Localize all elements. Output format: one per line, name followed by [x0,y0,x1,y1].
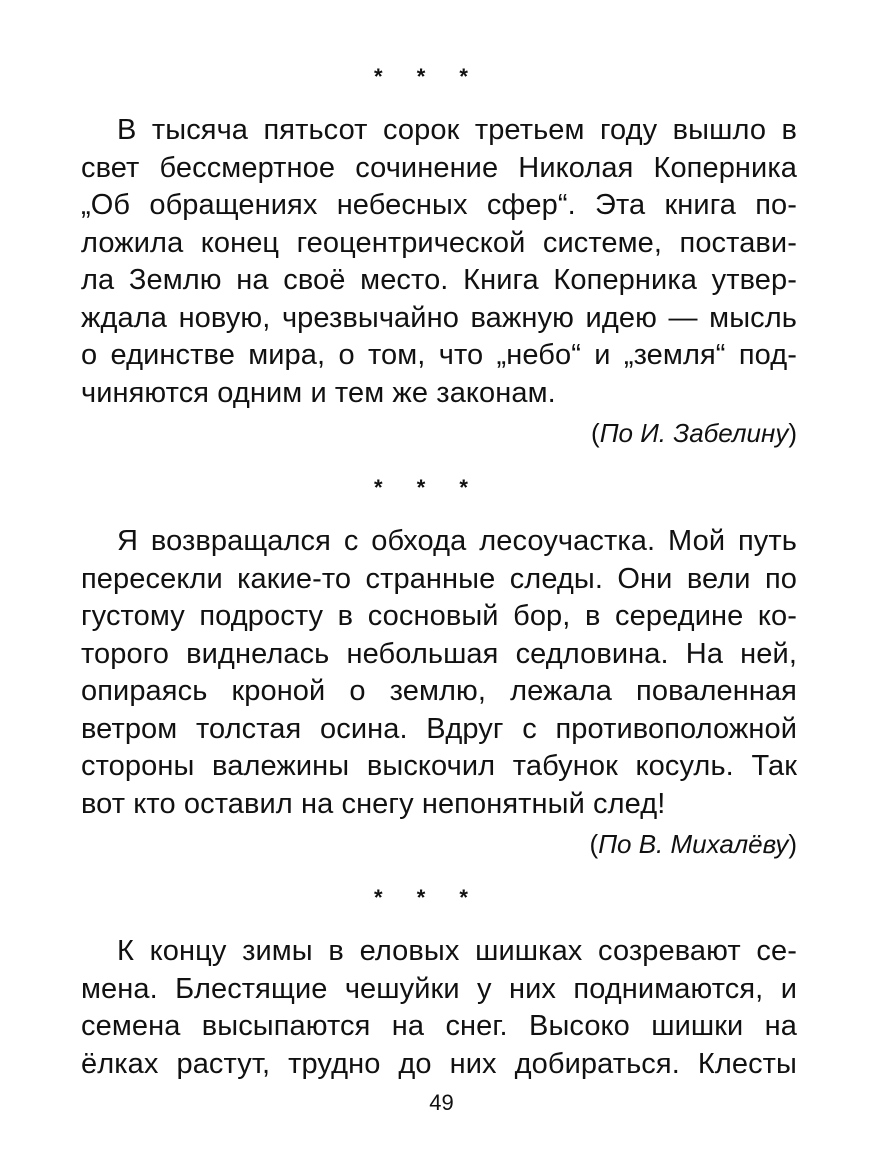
passage-text [45,112,797,412]
attribution-author: По И. Забелину [599,418,789,448]
section-separator: * * * [374,64,482,89]
text-line: ёлках растут, трудно до них добираться. Клесты [81,1047,797,1080]
attribution: (По И. Забелину) [591,418,797,448]
text-line: ла Землю на своё место. Книга Коперника утвер- [81,264,797,296]
text-line: опираясь кроной о землю, лежала поваленная [81,675,797,707]
text-line: семена высыпаются на снег. Высоко шишки на [81,1010,797,1042]
passage-text [45,523,797,823]
text-line: ложила конец геоцентрической системе, постави- [81,226,797,259]
text-line: В тысяча пятьсот сорок третьем году вышло в [117,114,797,146]
passage-3 [45,883,797,1083]
text-line: стороны валежины выскочил табунок косуль. Так [81,750,797,782]
text-line: густому подросту в сосновый бор, в середине ко- [81,600,797,632]
section-separator: * * * [374,475,482,500]
text-line: пересекли какие-то странные следы. Они вели по [81,562,797,595]
text-line: свет бессмертное сочинение Николая Коперника [81,151,797,184]
passage-text [45,933,797,1083]
text-line: вот кто оставил на снегу непонятный след! [81,787,666,820]
text-line: торого виднелась небольшая седловина. На ней, [81,637,797,670]
text-line: „Об обращениях небесных сфер“. Эта книга по- [81,189,797,221]
text-line: о единстве мира, о том, что „небо“ и „земля“ под- [81,339,797,371]
passage-1 [45,62,797,450]
attribution-author: По В. Михалёву [598,829,789,859]
text-line: ждала новую, чрезвычайно важную идею — мысль [81,301,797,334]
passage-2 [45,473,797,861]
text-line: ветром толстая осина. Вдруг с противоположной [81,712,797,745]
page-number: 49 [429,1090,454,1115]
attribution: (По В. Михалёву) [589,829,797,859]
text-line: К концу зимы в еловых шишках созревают се- [117,935,797,967]
text-line: Я возвращался с обхода лесоучастка. Мой путь [117,525,797,557]
text-line: чиняются одним и тем же законам. [81,376,556,409]
section-separator: * * * [374,885,482,910]
text-line: мена. Блестящие чешуйки у них поднимаются, и [81,972,797,1005]
